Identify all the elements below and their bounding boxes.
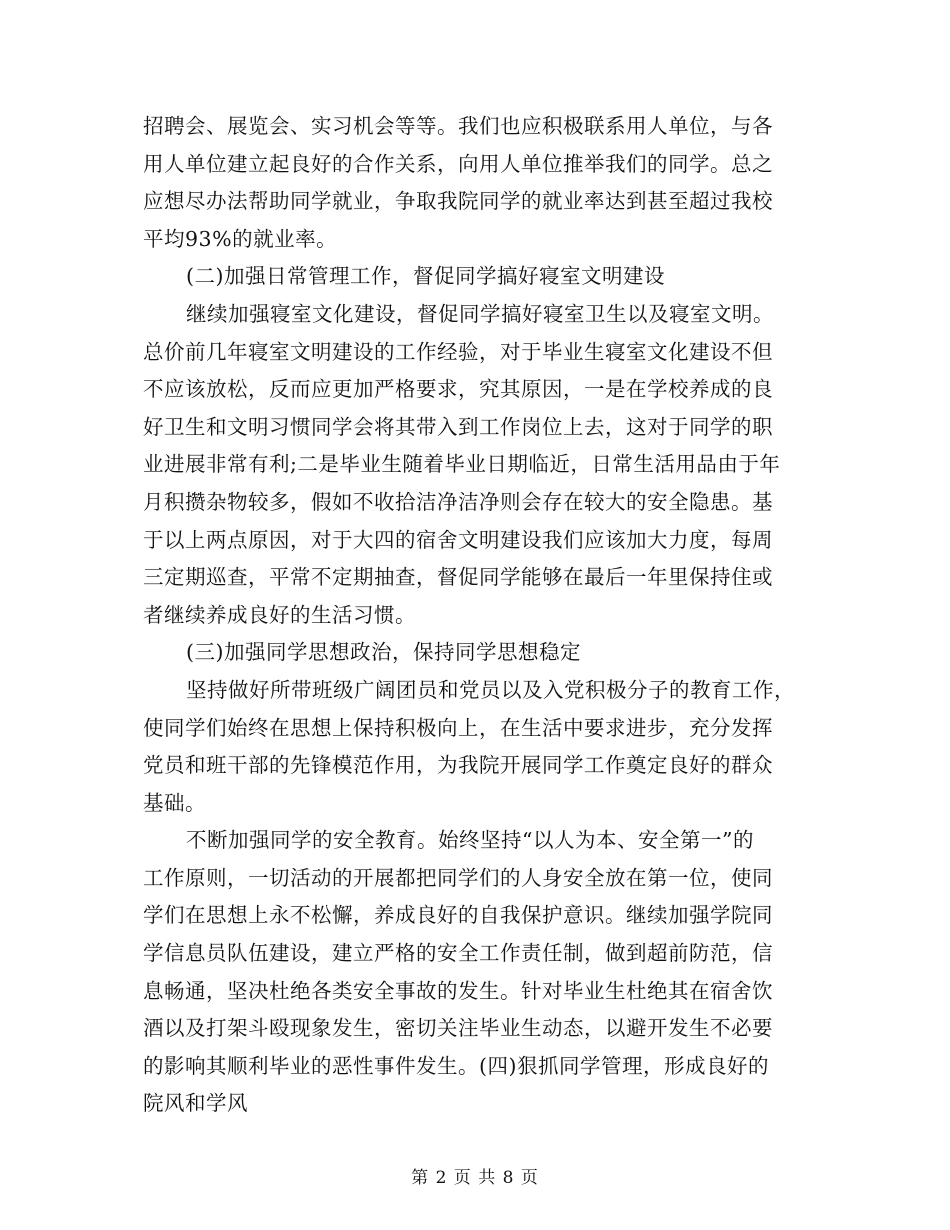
text-line: 学信息员队伍建设，建立严格的安全工作责任制，做到超前防范，信	[143, 941, 773, 966]
text-line: 平均93%的就业率。	[143, 226, 338, 251]
text-line: 招聘会、展览会、实习机会等等。我们也应积极联系用人单位，与各	[143, 114, 773, 138]
text-line: 好卫生和文明习惯同学会将其带入到工作岗位上去，这对于同学的职	[143, 414, 773, 439]
text-line: 三定期巡查，平常不定期抽查，督促同学能够在最后一年里保持住或	[143, 565, 773, 590]
text-line: 党员和班干部的先锋模范作用，为我院开展同学工作奠定良好的群众	[143, 753, 773, 778]
text-line: 院风和学风	[143, 1091, 248, 1116]
section-heading: (二)加强日常管理工作，督促同学搞好寝室文明建设	[186, 264, 665, 289]
text-line: 使同学们始终在思想上保持积极向上，在生活中要求进步，充分发挥	[143, 715, 773, 740]
text-line: 于以上两点原因，对于大四的宿舍文明建设我们应该加大力度，每周	[143, 527, 773, 552]
text-line: 应想尽办法帮助同学就业，争取我院同学的就业率达到甚至超过我校	[143, 189, 773, 214]
text-line: 坚持做好所带班级广阔团员和党员以及入党积极分子的教育工作，	[186, 677, 795, 702]
text-line: 的影响其顺利毕业的恶性事件发生。(四)狠抓同学管理，形成良好的	[143, 1053, 769, 1078]
text-line: 继续加强寝室文化建设，督促同学搞好寝室卫生以及寝室文明。	[186, 301, 774, 326]
text-line: 学们在思想上永不松懈，养成良好的自我保护意识。继续加强学院同	[143, 903, 773, 928]
text-line: 不断加强同学的安全教育。始终坚持“以人为本、安全第一”的	[186, 828, 754, 853]
page-number-footer: 第 2 页 共 8 页	[411, 1168, 539, 1188]
text-line: 息畅通，坚决杜绝各类安全事故的发生。针对毕业生杜绝其在宿舍饮	[143, 978, 773, 1003]
section-heading: (三)加强同学思想政治，保持同学思想稳定	[186, 640, 581, 665]
text-line: 总价前几年寝室文明建设的工作经验，对于毕业生寝室文化建设不但	[143, 339, 773, 364]
text-line: 基础。	[143, 790, 206, 815]
body-text	[143, 108, 803, 1123]
text-line: 业进展非常有利;二是毕业生随着毕业日期临近，日常生活用品由于年	[143, 452, 781, 477]
text-line: 用人单位建立起良好的合作关系，向用人单位推举我们的同学。总之	[143, 151, 773, 176]
text-line: 酒以及打架斗殴现象发生，密切关注毕业生动态，以避开发生不必要	[143, 1016, 773, 1041]
text-line: 不应该放松，反而应更加严格要求，究其原因，一是在学校养成的良	[143, 377, 773, 402]
text-line: 月积攒杂物较多，假如不收拾洁净洁净则会存在较大的安全隐患。基	[143, 489, 773, 514]
text-line: 者继续养成良好的生活习惯。	[143, 602, 416, 627]
text-line: 工作原则，一切活动的开展都把同学们的人身安全放在第一位，使同	[143, 865, 773, 890]
